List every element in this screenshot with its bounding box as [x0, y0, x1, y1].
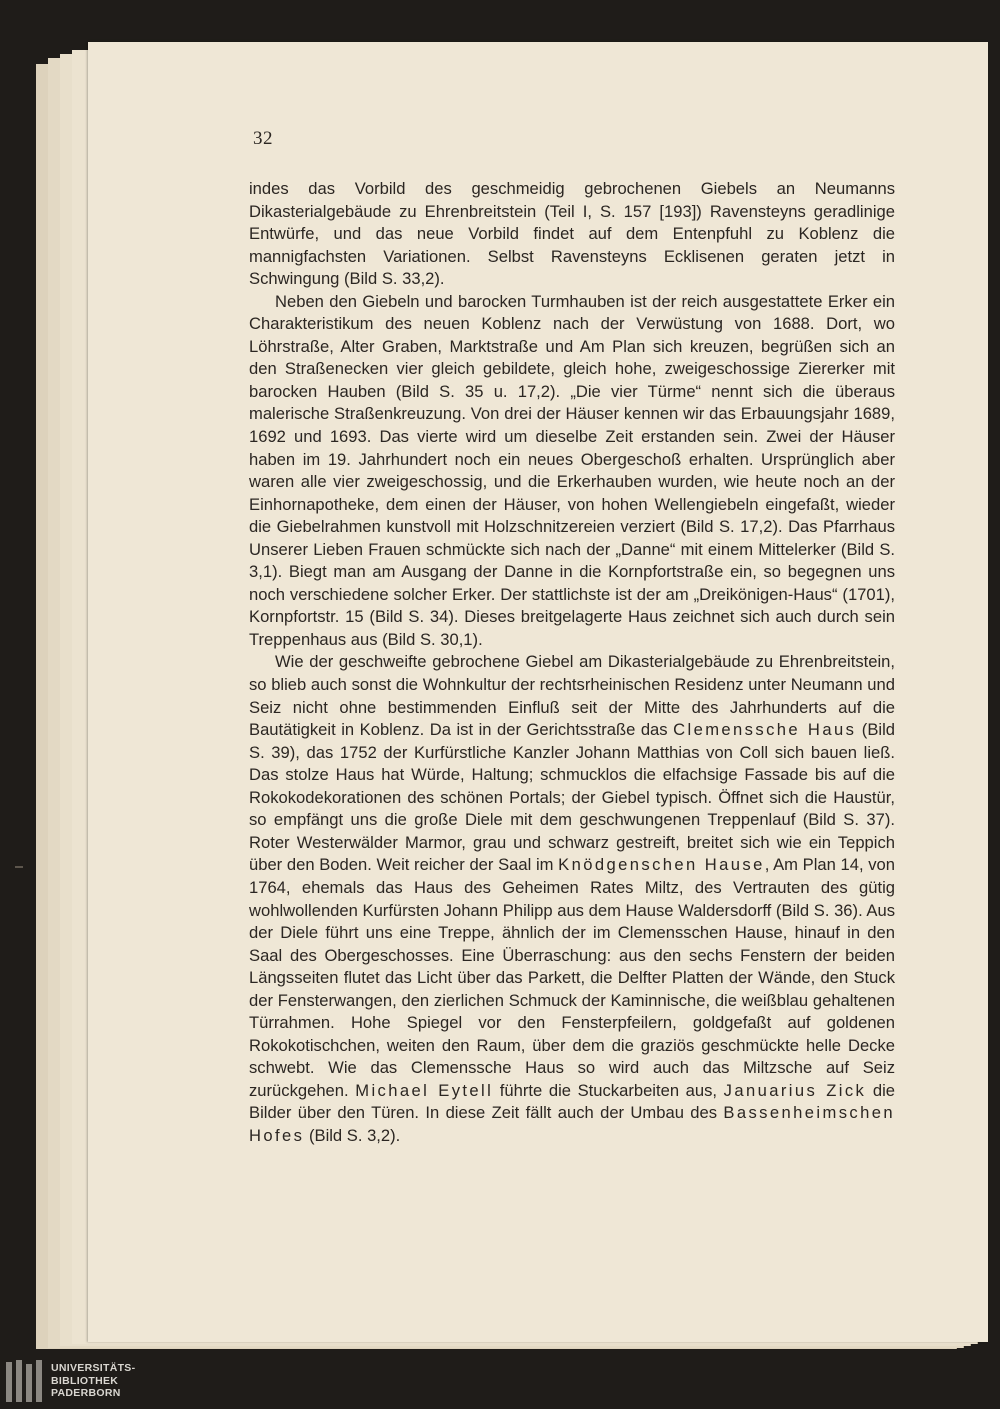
text-run: die Bilder über den Türen. In diese Zeit fällt auch der Umbau des [249, 1080, 895, 1123]
scan-mark [15, 866, 23, 868]
logo-line: UNIVERSITÄTS- [51, 1362, 136, 1375]
text-run: (Bild S. 3,2). [304, 1125, 401, 1145]
spaced-emphasis: Clemenssche Haus [673, 720, 857, 740]
paragraph [249, 178, 895, 291]
logo-line: PADERBORN [51, 1387, 121, 1400]
page-number: 32 [253, 128, 273, 149]
logo-line: BIBLIOTHEK [51, 1374, 119, 1387]
spaced-emphasis: Bassenheimschen Hofes [249, 1103, 895, 1145]
text-run: führte die Stuckarbeiten aus, [493, 1080, 724, 1100]
library-logo-text [51, 1362, 135, 1400]
spaced-emphasis: Knödgenschen Hause [558, 855, 765, 875]
library-logo [0, 1358, 200, 1404]
spaced-emphasis: Michael Eytell [355, 1080, 494, 1100]
paragraph [249, 651, 895, 1147]
text-run: Wie der geschweifte gebrochene Giebel am Dikasterialgebäude zu Ehrenbreitstein, so blieb auch sonst die Wohnkultur der rechtsrheinischen Residenz unter Neumann und Seiz nicht ohne bestimmenden Einfluß seit der Mitte des Jahrhunderts auf die Bautätigkeit in Koblenz. Da ist in der Gerichtsstraße das [249, 652, 895, 740]
library-logo-icon [6, 1360, 42, 1402]
text-run: Neben den Giebeln und barocken Turmhauben ist der reich ausgestattete Erker ein Charakteristikum des neuen Koblenz nach der Verwüstung von 1688. Dort, wo Löhrstraße, Alter Graben, Marktstraße und Am Plan sich kreuzen, begrüßen sich an den Straßenecken vier gleich gebildete, gleich hohe, zweigeschossige Ziererker mit barocken Hauben (Bild S. 35 u. 17,2). „Die vier Türme“ nennt sich die überaus malerische Straßenkreuzung. Von drei der Häuser kennen wir das Erbauungsjahr 1689, 1692 und 1693. Das vierte wird um dieselbe Zeit erstanden sein. Zwei der Häuser haben im 19. Jahrhundert noch ein neues Obergeschoß erhalten. Ursprünglich aber waren alle vier zweigeschossig, und die Erkerhauben wurden, wie heute noch an der Einhornapotheke, dem einen der Häuser, von hohen Wellengiebeln eingefaßt, wieder die Giebelrahmen kunstvoll mit Holzschnitzereien verziert (Bild S. 17,2). Das Pfarrhaus Unserer Lieben Frauen schmückte sich nach der „Danne“ mit einem Mittelerker (Bild S. 3,1). Biegt man am Ausgang der Danne in die Kornpfortstraße ein, so begegnen uns noch verschiedene solcher Erker. Der stattlichste ist der am „Dreikönigen-Haus“ (1701), Kornpfortstr. 15 (Bild S. 34). Dieses breitgelagerte Haus zeichnet sich auch durch sein Treppenhaus aus (Bild S. 30,1). [249, 291, 895, 649]
text-run: , Am Plan 14, von 1764, ehemals das Haus des Geheimen Rates Miltz, des Vertrauten des gütig wohlwollenden Kurfürsten Johann Philipp aus dem Hause Waldersdorff (Bild S. 36). Aus der Diele führt uns eine Treppe, ähnlich der im Clemensschen Hause, hinauf in den Saal des Obergeschosses. Eine Überraschung: aus den sechs Fenstern der beiden Längsseiten flutet das Licht über das Parkett, die Delfter Platten der Wände, den Stuck der Fensterwangen, den zierlichen Schmuck der Kaminnische, die weißblau gehaltenen Türrahmen. Hohe Spiegel vor den Fensterpfeilern, goldgefaßt auf goldenen Rokokotischchen, weiten den Raum, über dem die graziös geschmückte helle Decke schwebt. Wie das Clemenssche Haus so wird auch das Miltzsche auf Seiz zurückgehen. [249, 855, 896, 1100]
text-run: indes das Vorbild des geschmeidig gebrochenen Giebels an Neumanns Dikasterialgebäude zu Ehrenbreitstein (Teil I, S. 157 [193]) Ravensteyns geradlinige Entwürfe, und das neue Vorbild findet auf dem Entenpfuhl zu Koblenz die mannigfachsten Variationen. Selbst Ravensteyns Ecklisenen geraten jetzt in Schwingung (Bild S. 33,2). [249, 179, 895, 289]
paragraph [249, 291, 895, 652]
body-text [249, 178, 895, 1148]
spaced-emphasis: Januarius Zick [723, 1080, 867, 1100]
text-run: (Bild S. 39), das 1752 der Kurfürstliche Kanzler Johann Matthias von Coll sich bauen ließ. Das stolze Haus hat Würde, Haltung; schmucklos die elfachsige Fassade bis auf die Rokokodekorationen des schönen Portals; der Giebel typisch. Öffnet sich die Haustür, so empfängt uns die große Diele mit dem geschwungenen Treppenlauf (Bild S. 37). Roter Westerwälder Marmor, grau und schwarz gestreift, breitet sich wie ein Teppich über den Boden. Weit reicher der Saal im [249, 720, 895, 875]
